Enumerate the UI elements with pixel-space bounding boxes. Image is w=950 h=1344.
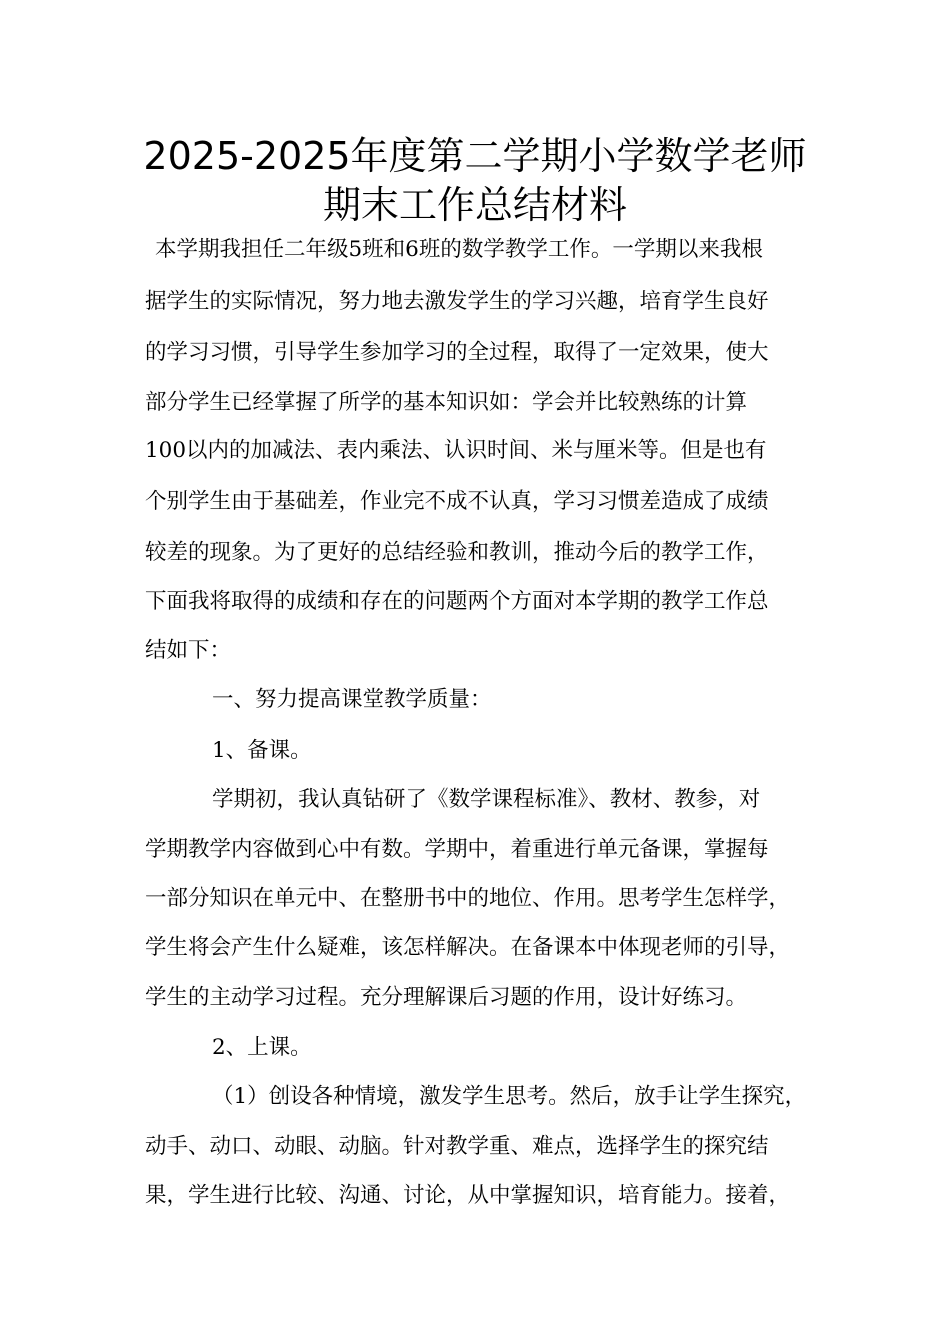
document-title-line-1: 2025-2025年度第二学期小学数学老师 [143,134,807,178]
paragraph-line: 本学期我担任二年级5班和6班的数学教学工作。一学期以来我根 [155,237,763,262]
paragraph-line: 动手、动口、动眼、动脑。针对教学重、难点，选择学生的探究结 [145,1134,769,1159]
subsection-heading: 2、上课。 [212,1035,312,1060]
paragraph-line: 结如下： [145,638,232,663]
paragraph-line: 果，学生进行比较、沟通、讨论，从中掌握知识，培育能力。接着， [145,1183,791,1208]
paragraph-line: 学生将会产生什么疑难，该怎样解决。在备课本中体现老师的引导， [145,935,791,960]
paragraph-line: （1）创设各种情境，激发学生思考。然后，放手让学生探究， [212,1084,807,1109]
paragraph-line: 个别学生由于基础差，作业完不成不认真，学习习惯差造成了成绩 [145,489,769,514]
paragraph-line: 据学生的实际情况，努力地去激发学生的学习兴趣，培育学生良好 [145,289,769,314]
paragraph-line: 下面我将取得的成绩和存在的问题两个方面对本学期的教学工作总 [145,589,769,614]
paragraph-line: 较差的现象。为了更好的总结经验和教训，推动今后的教学工作， [145,540,769,565]
paragraph-line: 部分学生已经掌握了所学的基本知识如：学会并比较熟练的计算 [145,390,748,415]
paragraph-line: 学期教学内容做到心中有数。学期中，着重进行单元备课，掌握每 [145,837,769,862]
paragraph-line: 的学习习惯，引导学生参加学习的全过程，取得了一定效果，使大 [145,340,769,365]
paragraph-line: 一部分知识在单元中、在整册书中的地位、作用。思考学生怎样学， [145,886,791,911]
paragraph-line: 学生的主动学习过程。充分理解课后习题的作用，设计好练习。 [145,985,748,1010]
section-heading: 一、努力提高课堂教学质量： [212,687,492,712]
paragraph-line: 100以内的加减法、表内乘法、认识时间、米与厘米等。但是也有 [145,438,767,463]
document-title-line-2: 期末工作总结材料 [322,183,627,227]
paragraph-line: 学期初，我认真钻研了《数学课程标准》、教材、教参，对 [212,787,761,812]
subsection-heading: 1、备课。 [212,738,312,763]
